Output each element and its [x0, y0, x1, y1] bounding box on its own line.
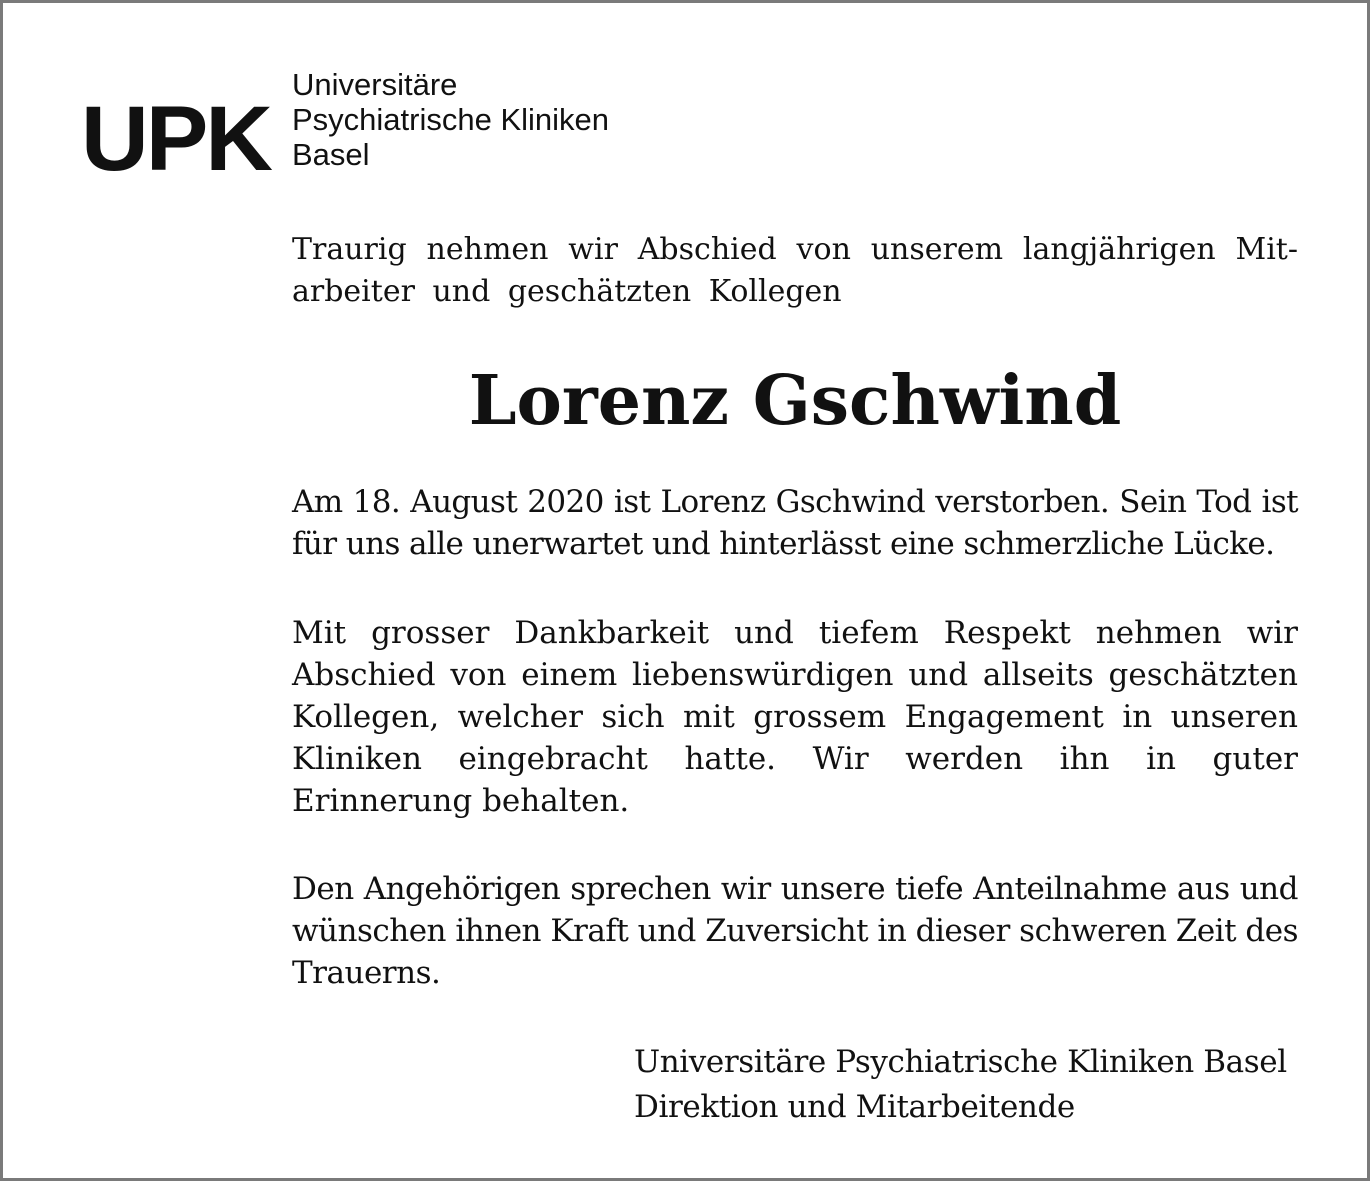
upk-logo-mark: UPK	[81, 88, 270, 190]
upk-logo-text	[292, 67, 609, 172]
signature-block	[634, 1040, 1287, 1130]
paragraph-gratitude: Mit grosser Dankbarkeit und tiefem Respekt nehmen wir Abschied von einem liebenswürdigen und allseits geschätzten Kollegen, welcher sich mit grossem Engagement in unseren Kliniken eingebracht hatte. Wir werden ihn in guter Erinnerung behalten.	[292, 615, 1298, 819]
deceased-name: Lorenz Gschwind	[468, 361, 1122, 441]
intro-text	[292, 229, 1298, 313]
paragraph-condolences: Den Angehörigen sprechen wir unsere tiefe Anteilnahme aus und wünschen ihnen Kraft und Zuversicht in dieser schweren Zeit des Trauerns.	[292, 871, 1298, 991]
logo-line-2: Psychiatrische Kliniken	[292, 102, 610, 137]
signature-line-2: Direktion und Mitarbeitende	[634, 1089, 1075, 1125]
intro-line-1: Traurig nehmen wir Abschied von unserem langjährigen Mit-	[292, 232, 1298, 267]
logo-line-3: Basel	[292, 137, 370, 172]
paragraph-death-notice: Am 18. August 2020 ist Lorenz Gschwind verstorben. Sein Tod ist für uns alle unerwartet und hinterlässt eine schmerzliche Lücke.	[292, 484, 1298, 562]
intro-line-2: arbeiter und geschätzten Kollegen	[292, 274, 842, 309]
logo-line-1: Universitäre	[292, 67, 458, 102]
signature-line-1: Universitäre Psychiatrische Kliniken Basel	[634, 1044, 1287, 1080]
